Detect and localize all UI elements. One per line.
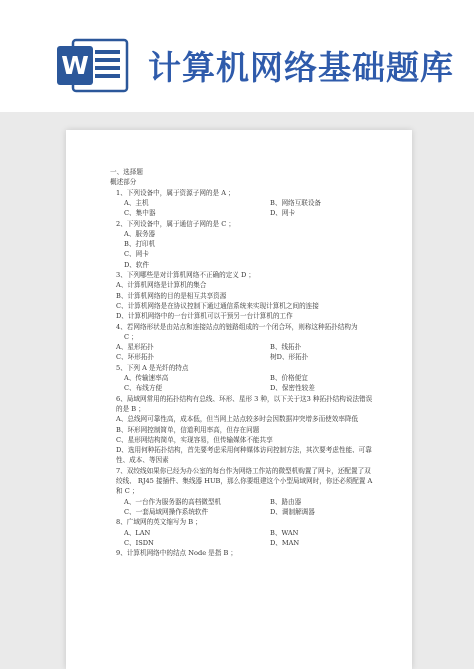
- document-line-option-right: D、网卡: [270, 209, 296, 218]
- document-line: 1、下列设备中，属于资源子网的是 A ；: [116, 188, 235, 197]
- document-line: D、选用何种拓扑结构，首先要考虑采用何种媒体访问控制方法，其次要考虑性能、可靠: [116, 446, 372, 455]
- document-line: 9、计算机网络中的结点 Node 是指 B ；: [116, 549, 238, 558]
- document-line: A、LAN: [124, 528, 151, 537]
- document-line: B、环形网控制简单，信道利用率高，但存在问题: [116, 425, 260, 434]
- document-line: C、网卡: [124, 250, 149, 259]
- document-line: 一、选择题: [110, 168, 143, 176]
- document-line: A、主机: [124, 198, 149, 207]
- document-line: A、总线网可靠性高，成本低，但当网上站点较多时会因数据冲突增多而使效率降低: [116, 415, 359, 424]
- document-line: 概述部分: [110, 178, 137, 187]
- document-line-option-right: B、线拓扑: [270, 343, 302, 352]
- document-line: A、一台作为服务器的高档微型机: [124, 497, 222, 506]
- document-line-option-right: B、WAN: [270, 528, 299, 537]
- document-line: 3、下列哪些是对计算机网络不正确的定义 D ；: [116, 271, 255, 279]
- document-line: D、软件: [124, 260, 150, 269]
- document-page: [66, 130, 412, 669]
- document-line-option-right: B、网络互联设备: [270, 198, 322, 207]
- document-line: 绞线、 RJ45 接插件、集线器 HUB，那么你要组建这个小型局域网时，你还必须配置 A: [116, 477, 373, 485]
- document-line: C、一套局域网操作系统软件: [124, 507, 209, 516]
- document-line: C、环形拓扑: [116, 353, 155, 362]
- document-line: 5、下列 A 是光纤的特点: [116, 363, 189, 372]
- document-line: 7、双绞线如果你已经为办公室的每台作为网络工作站的微型机购置了网卡，还配置了双: [116, 466, 371, 475]
- document-line-option-right: B、路由器: [270, 497, 302, 506]
- document-line: 4、若网络形状是由站点和连接站点的链路组成的一个闭合环，则称这种拓扑结构为: [116, 322, 358, 331]
- document-line: C、计算机网络是在协议控制下通过通信系统来实现计算机之间的连接: [116, 301, 319, 310]
- document-line-option-right: 树D、形拓扑: [270, 353, 309, 362]
- document-line: A、服务器: [124, 229, 156, 238]
- document-line: C ；: [124, 332, 138, 341]
- document-line: B、打印机: [124, 240, 156, 249]
- document-line: 性、成本、等因素: [116, 456, 169, 465]
- document-line: 2、下列设备中，属于通信子网的是 C ；: [116, 219, 235, 228]
- document-line: C、星形网结构简单，实现容易，但传输媒体不能共享: [116, 435, 273, 444]
- document-line: D、计算机网络中的一台计算机可以干预另一台计算机的工作: [116, 312, 293, 321]
- document-line: C、集中器: [124, 209, 156, 218]
- document-line-option-right: D、MAN: [270, 538, 300, 547]
- document-line: C、布线方便: [124, 384, 163, 393]
- document-line: 6、局域网常用的拓扑结构有总线、环形、星形 3 种，以下关于这3 种拓扑结构说法错误: [116, 394, 373, 403]
- document-line: 和 C ；: [116, 487, 139, 496]
- word-document-icon: [55, 38, 130, 93]
- document-line: C、ISDN: [124, 538, 154, 547]
- document-line-option-right: D、保密性较差: [270, 384, 315, 393]
- document-line: 8、广域网的英文缩写为 B ；: [116, 518, 202, 527]
- word-icon-letter: W: [61, 51, 89, 80]
- document-line: A、计算机网络是计算机的集合: [116, 281, 207, 290]
- banner: [0, 0, 474, 112]
- document-line-option-right: B、价格便宜: [270, 374, 308, 382]
- document-line: A、星形拓扑: [116, 343, 154, 352]
- document-line: B、计算机网络的目的是相互共享资源: [116, 291, 227, 300]
- document-line: A、传输速率高: [124, 374, 169, 382]
- banner-title: 计算机网络基础题库: [148, 48, 454, 87]
- document-line: 的是 B ；: [116, 404, 145, 413]
- document-line-option-right: D、调制解调器: [270, 507, 315, 516]
